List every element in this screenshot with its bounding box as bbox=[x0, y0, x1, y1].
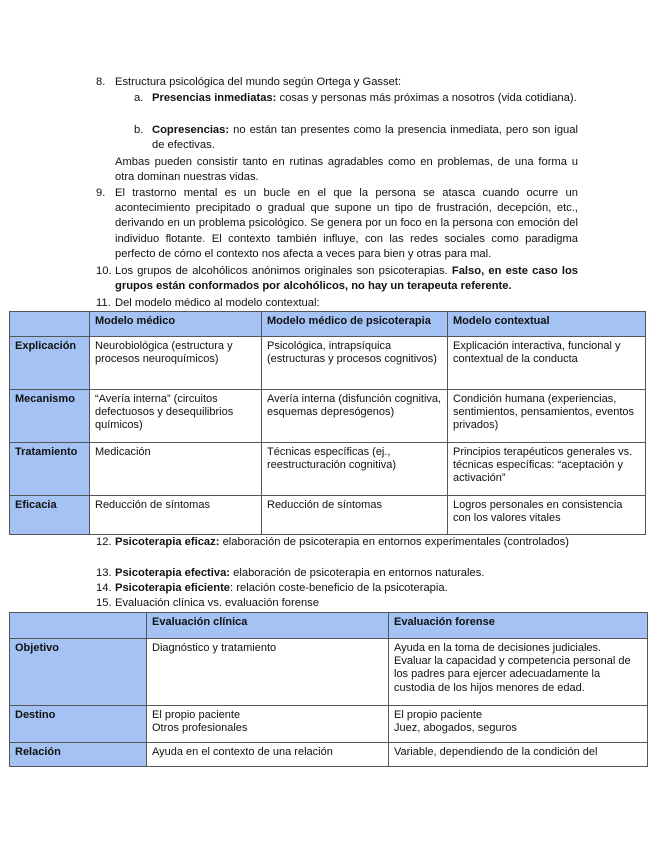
header-cell: Evaluación forense bbox=[389, 613, 648, 639]
definition-text: elaboración de psicoterapia en entornos naturales. bbox=[230, 567, 485, 579]
table-cell: Diagnóstico y tratamiento bbox=[147, 639, 389, 706]
item-number: 8. bbox=[96, 76, 106, 88]
table-cell: Explicación interactiva, funcional y contextual de la conducta bbox=[448, 337, 646, 390]
table-cell: Condición humana (experiencias, sentimientos, pensamientos, eventos privados) bbox=[448, 390, 646, 443]
list-item-13 bbox=[96, 566, 578, 581]
table-cell: Reducción de síntomas bbox=[262, 496, 448, 535]
definition-text: cosas y personas más próximas a nosotros (vida cotidiana). bbox=[276, 92, 577, 104]
table-row bbox=[10, 496, 646, 535]
table-row bbox=[10, 639, 648, 706]
table-row bbox=[10, 443, 646, 496]
evaluation-table bbox=[9, 612, 648, 767]
paragraph-ambas bbox=[96, 155, 578, 185]
item-text: Del modelo médico al modelo contextual: bbox=[115, 297, 320, 309]
row-label: Mecanismo bbox=[10, 390, 90, 443]
term-psicoterapia-efectiva: Psicoterapia efectiva: bbox=[115, 567, 231, 579]
list-item-9 bbox=[96, 186, 578, 262]
definition-text: elaboración de psicoterapia en entornos experimentales (controlados) bbox=[219, 536, 569, 548]
list-item-10 bbox=[96, 264, 578, 294]
item-number: 10. bbox=[96, 265, 112, 277]
header-cell: Modelo médico de psicoterapia bbox=[262, 312, 448, 337]
paragraph-text: Ambas pueden consistir tanto en rutinas agradables como en problemas, de una forma u otra dominan nuestras vidas. bbox=[115, 156, 578, 184]
list-item-8 bbox=[96, 75, 578, 90]
item-number: 12. bbox=[96, 536, 112, 548]
header-cell-empty bbox=[10, 312, 90, 337]
table-cell: El propio paciente Otros profesionales bbox=[147, 706, 389, 743]
table-row bbox=[10, 390, 646, 443]
row-label: Explicación bbox=[10, 337, 90, 390]
item-letter: a. bbox=[134, 92, 144, 104]
row-label: Destino bbox=[10, 706, 147, 743]
row-label: Tratamiento bbox=[10, 443, 90, 496]
item-text: El trastorno mental es un bucle en el que la persona se atasca cuando ocurre un acontecimiento precipitado o gradual que supone un tipo de frustración, decepción, etc., derivando en un problema psicológico. Se genera por un foco en la persona con emoción del individuo flotante. El contexto también influye, con las redes sociales como paradigma perfecto de cómo el contexto nos afecta a veces para bien y otras para mal. bbox=[115, 187, 578, 260]
list-item-11 bbox=[96, 296, 578, 311]
definition-text: : relación coste-beneficio de la psicoterapia. bbox=[230, 582, 448, 594]
item-number: 14. bbox=[96, 582, 112, 594]
table-cell: Principios terapéuticos generales vs. técnicas específicas: “aceptación y activación” bbox=[448, 443, 646, 496]
item-text: Evaluación clínica vs. evaluación forense bbox=[115, 597, 319, 609]
bold-answer: Falso, en este caso los grupos están conformados por alcohólicos, no hay un terapeuta referente. bbox=[115, 265, 578, 293]
row-label: Objetivo bbox=[10, 639, 147, 706]
header-cell: Evaluación clínica bbox=[147, 613, 389, 639]
list-item-14 bbox=[96, 581, 578, 596]
item-text: Estructura psicológica del mundo según Ortega y Gasset: bbox=[115, 76, 402, 88]
table-cell: Medicación bbox=[90, 443, 262, 496]
table-cell: Psicológica, intrapsíquica (estructuras y procesos cognitivos) bbox=[262, 337, 448, 390]
models-table bbox=[9, 311, 646, 535]
item-number: 13. bbox=[96, 567, 112, 579]
table-row bbox=[10, 706, 648, 743]
item-number: 15. bbox=[96, 597, 112, 609]
item-text: Los grupos de alcohólicos anónimos originales son psicoterapias. bbox=[115, 265, 452, 277]
header-cell: Modelo médico bbox=[90, 312, 262, 337]
header-cell: Modelo contextual bbox=[448, 312, 646, 337]
table-cell: Reducción de síntomas bbox=[90, 496, 262, 535]
term-presencias-inmediatas: Presencias inmediatas: bbox=[152, 92, 277, 104]
sub-item-b bbox=[96, 123, 578, 153]
table-row bbox=[10, 337, 646, 390]
row-label: Relación bbox=[10, 743, 147, 767]
definition-text: no están tan presentes como la presencia inmediata, pero son igual de efectivas. bbox=[152, 124, 578, 152]
term-copresencias: Copresencias: bbox=[152, 124, 230, 136]
table-row bbox=[10, 743, 648, 767]
table-cell: Ayuda en el contexto de una relación bbox=[147, 743, 389, 767]
item-letter: b. bbox=[134, 124, 144, 136]
table-cell: El propio paciente Juez, abogados, seguros bbox=[389, 706, 648, 743]
table-cell: Avería interna (disfunción cognitiva, esquemas depresógenos) bbox=[262, 390, 448, 443]
row-label: Eficacia bbox=[10, 496, 90, 535]
term-psicoterapia-eficiente: Psicoterapia eficiente bbox=[115, 582, 231, 594]
table-cell: Neurobiológica (estructura y procesos neuroquímicos) bbox=[90, 337, 262, 390]
header-cell-empty bbox=[10, 613, 147, 639]
table-cell: “Avería interna” (circuitos defectuosos y desequilibrios químicos) bbox=[90, 390, 262, 443]
table-cell: Ayuda en la toma de decisiones judiciales. Evaluar la capacidad y competencia personal de los padres para ejercer adecuadamente la custodia de los hijos menores de edad. bbox=[389, 639, 648, 706]
table-header-row bbox=[10, 613, 648, 639]
list-item-12 bbox=[96, 535, 578, 550]
item-number: 9. bbox=[96, 187, 106, 199]
list-item-15 bbox=[96, 596, 578, 611]
table-cell: Técnicas específicas (ej., reestructuración cognitiva) bbox=[262, 443, 448, 496]
table-cell: Logros personales en consistencia con los valores vitales bbox=[448, 496, 646, 535]
table-header-row bbox=[10, 312, 646, 337]
item-number: 11. bbox=[96, 297, 111, 309]
term-psicoterapia-eficaz: Psicoterapia eficaz: bbox=[115, 536, 220, 548]
table-cell: Variable, dependiendo de la condición del bbox=[389, 743, 648, 767]
sub-item-a bbox=[96, 91, 578, 106]
